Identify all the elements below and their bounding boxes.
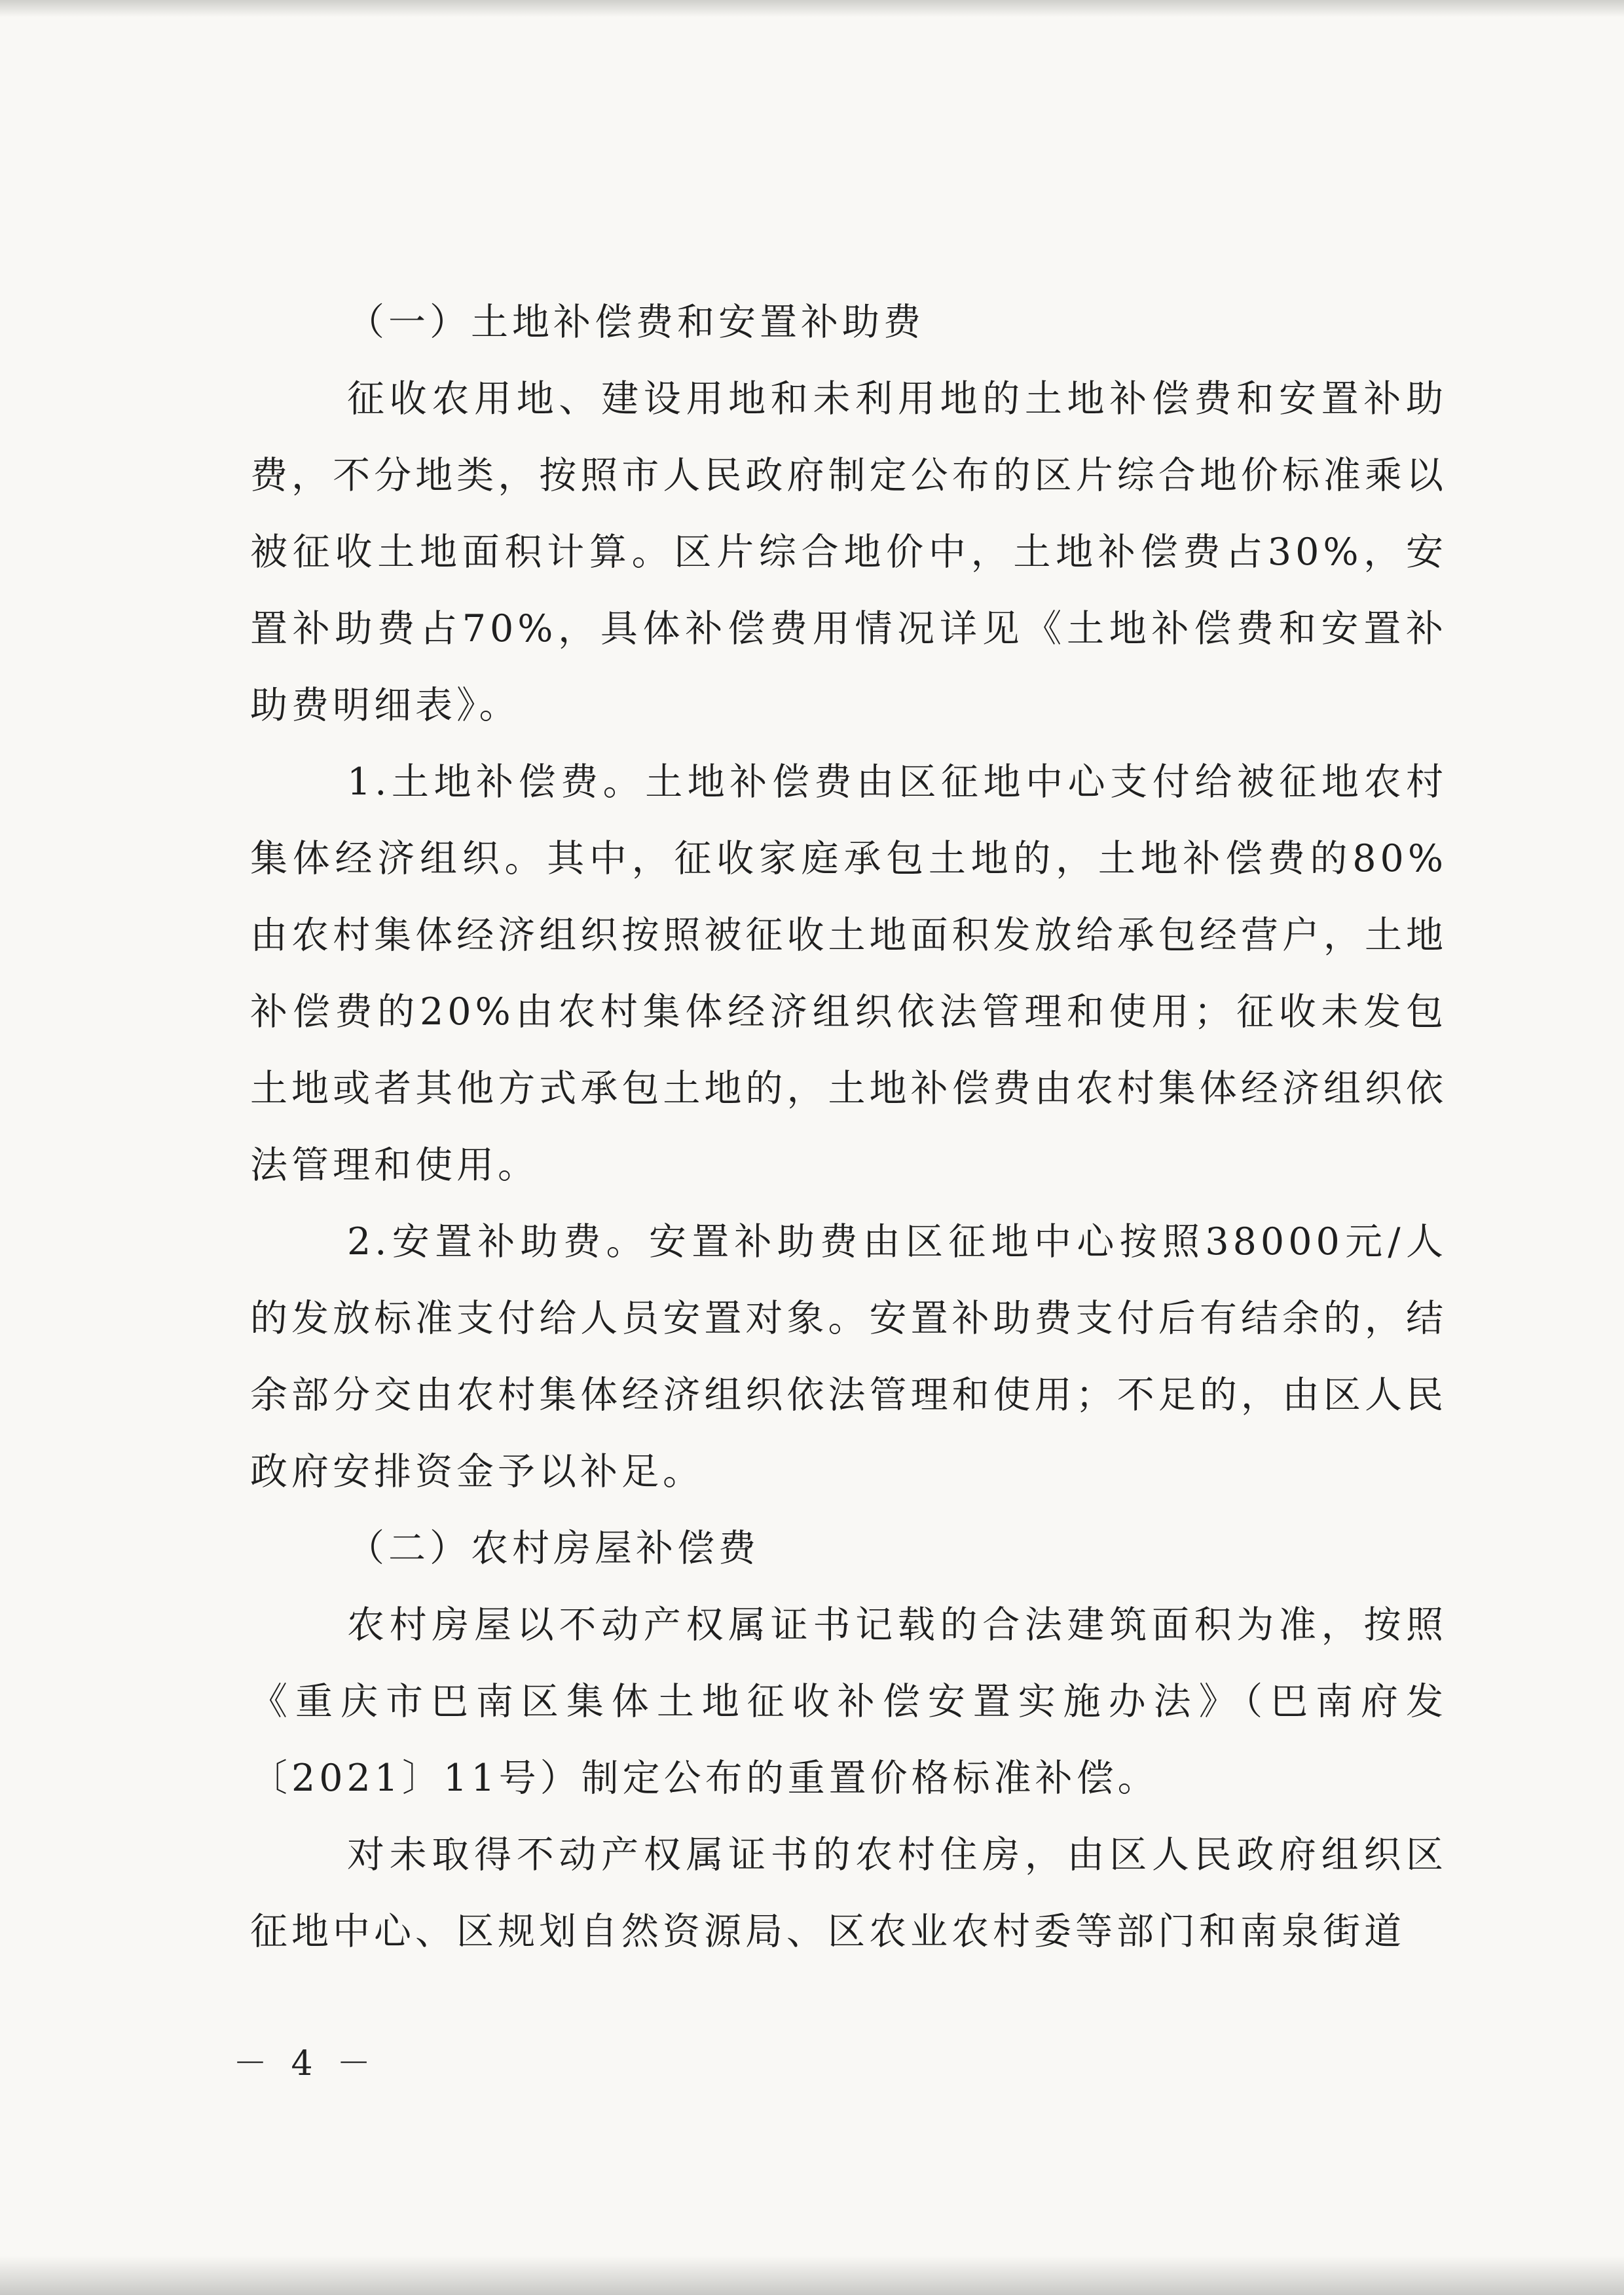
page-number: － 4 － xyxy=(233,2044,378,2083)
scan-shadow-top xyxy=(0,0,1624,17)
document-body xyxy=(250,284,1447,1970)
section2-paragraph-2: 对未取得不动产权属证书的农村住房，由区人民政府组织区征地中心、区规划自然资源局、区农业农村委等部门和南泉街道 xyxy=(250,1833,1447,1953)
section1-intro-paragraph: 征收农用地、建设用地和未利用地的土地补偿费和安置补助费，不分地类，按照市人民政府制定公布的区片综合地价标准乘以被征收土地面积计算。区片综合地价中，土地补偿费占30%，安置补助费占70%，具体补偿费用情况详见《土地补偿费和安置补助费明细表》。 xyxy=(250,377,1447,727)
section2-heading: （二）农村房屋补偿费 xyxy=(347,1527,760,1570)
resettlement-subsidy-paragraph: 2.安置补助费。安置补助费由区征地中心按照38000元/人的发放标准支付给人员安置对象。安置补助费支付后有结余的，结余部分交由农村集体经济组织依法管理和使用；不足的，由区人民政府安排资金予以补足。 xyxy=(250,1220,1447,1493)
section2-paragraph-1: 农村房屋以不动产权属证书记载的合法建筑面积为准，按照《重庆市巴南区集体土地征收补偿安置实施办法》（巴南府发〔2021〕11号）制定公布的重置价格标准补偿。 xyxy=(250,1603,1447,1800)
section1-heading: （一）土地补偿费和安置补助费 xyxy=(347,301,925,344)
scan-shadow-bottom xyxy=(0,2256,1624,2295)
land-compensation-paragraph: 1.土地补偿费。土地补偿费由区征地中心支付给被征地农村集体经济组织。其中，征收家庭承包土地的，土地补偿费的80%由农村集体经济组织按照被征收土地面积发放给承包经营户，土地补偿费的20%由农村集体经济组织依法管理和使用；征收未发包土地或者其他方式承包土地的，土地补偿费由农村集体经济组织依法管理和使用。 xyxy=(250,760,1447,1187)
